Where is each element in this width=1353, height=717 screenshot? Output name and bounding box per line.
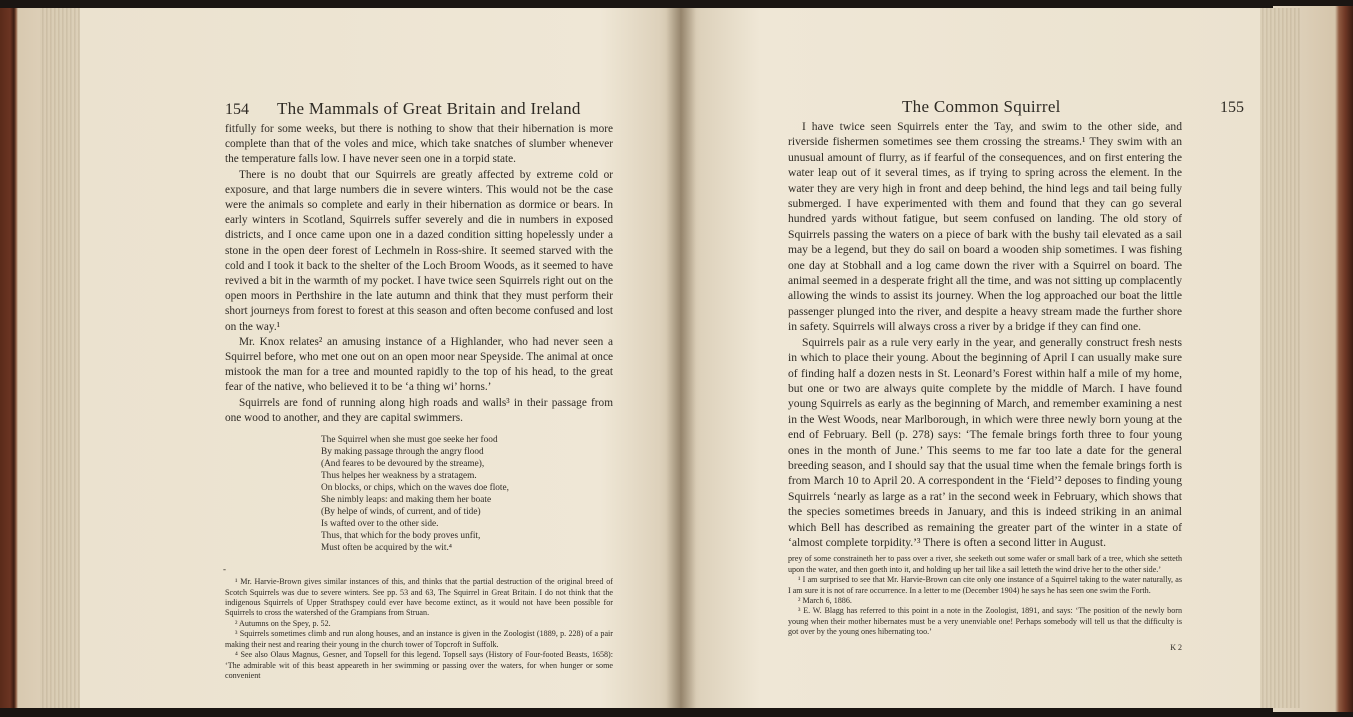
paragraph: Squirrels pair as a rule very early in the year, and generally construct fresh nests in which to place their young. About the beginning of April I can usually make sure of finding half a dozen nests in St. Leonard’s Forest within half a mile of my home, but one or two are always quite complete by the middle of March. I have found young Squirrels as early as the beginning of March, and remember examining a nest in the West Woods, near Marlborough, in which were three newly born young at the end of February. Bell (p. 278) says: ‘The female brings forth three to four young ones in the month of June.’ This seems to me far too late a date for the general breeding season, and I should say that the usual time when the female brings forth is from March 10 to April 20. A correspondent in the ‘Field’² deposes to finding young Squirrels ‘nearly as large as a rat’ in the second week in February, which shows that the species sometimes breeds in January, and this is indeed striking in an animal which Bell has described as remaining the greater part of the winter in a state of ‘almost complete torpidity.’³ There is often a second litter in August. <box>788 335 1182 549</box>
right-page-header <box>902 97 1282 117</box>
left-page-header <box>225 99 605 119</box>
poem-line: Is wafted over to the other side. <box>321 519 439 530</box>
footnote: ² Autumns on the Spey, p. 52. <box>235 618 331 628</box>
poem-line: (And feares to be devoured by the streame), <box>321 459 485 470</box>
right-page <box>680 8 1300 708</box>
poem-line: On blocks, or chips, which on the waves doe flote, <box>321 483 509 494</box>
poem-line: She nimbly leaps: and making them her boate <box>321 495 492 506</box>
poem <box>321 434 613 554</box>
poem-line: The Squirrel when she must goe seeke her food <box>321 435 498 446</box>
left-footnotes <box>225 577 613 681</box>
paragraph: There is no doubt that our Squirrels are greatly affected by extreme cold or exposure, and that large numbers die in severe winters. This would not be the case were the animals so complete and early in their hibernation as dormice or bears. In early winters in Scotland, Squirrels suffer severely and die in numbers in exposed districts, and I once came upon one in a dazed condition sitting hopelessly under a stone in the open deer forest of Lechmeln in Ross-shire. It seemed starved with the cold and I took it back to the shelter of the Loch Broom Woods, as it seemed to have revived a bit in the warmth of my pocket. I have twice seen Squirrels right out on the open moors in Perthshire in the late autumn and think that they must perform their short journeys from forest to forest at this season and often become confused and lost on the way.¹ <box>225 168 613 333</box>
left-page-number: 154 <box>225 101 249 118</box>
poem-line: (By helpe of winds, of current, and of tide) <box>321 507 481 518</box>
paragraph: fitfully for some weeks, but there is nothing to show that their hibernation is more complete than that of the voles and mice, which take snatches of slumber whenever the temperature falls low. I have never seen one in a torpid state. <box>225 123 613 166</box>
footnote: ³ Squirrels sometimes climb and run along houses, and an instance is given in the Zoologist (1889, p. 228) of a pair making their nest and rearing their young in the church tower of Topcroft in Suffolk. <box>225 629 613 649</box>
left-page <box>40 8 680 708</box>
right-running-head: The Common Squirrel <box>902 97 1061 116</box>
paragraph: I have twice seen Squirrels enter the Tay, and swim to the other side, and riverside fishermen sometimes see them crossing the streams.¹ They swim with an unusual amount of flurry, as if fearful of the consequences, and on first entering the water leap out of it several times, as if trying to spring across the element. In the water they are very high in front and deep behind, the hind legs and tail being fully submerged. I have experimented with them and found that they can go several hundred yards without fatigue, but seem confused on landing. The old story of Squirrels passing the waters on a piece of bark with the bushy tail elevated as a sail may be a legend, but they do sail on board a wooden ship sometimes. I was fishing one day at Stobhall and a log came down the river with a Squirrel on board. The animal seemed in a desperate fright all the time, and was not sitting up complacently allowing the winds to assist its journey. When the log approached our boat the little passenger plunged into the river, and despite a heavy stream made the further shore in safety. Squirrels will always cross a river by a bridge if they can find one. <box>788 120 1182 334</box>
book-gutter <box>666 8 696 708</box>
left-body <box>225 122 613 681</box>
footnote: ² March 6, 1886. <box>798 596 852 605</box>
paragraph: Mr. Knox relates² an amusing instance of a Highlander, who had never seen a Squirrel before, who met one out on an open moor near Speyside. The animal at once mistook the man for a tree and mounted rapidly to the top of his head, to the great fear of the native, who believed it to be ‘a thing wi’ horns.’ <box>225 335 613 394</box>
right-body <box>788 119 1182 655</box>
signature-mark: K 2 <box>1170 642 1182 652</box>
footnote: ⁴ See also Olaus Magnus, Gesner, and Topsell for this legend. Topsell says (History of Four-footed Beasts, 1658): ‘The admirable wit of this beast appeareth in her swimming or passing over the waters, for when hunger or some convenient <box>225 650 613 680</box>
page-edges-left <box>40 8 80 708</box>
footnote: ¹ I am surprised to see that Mr. Harvie-Brown can cite only one instance of a Squirrel taking to the water naturally, as I am sure it is not of rare occurrence. In a letter to me (December 1904) he says he has seen one swim the Forth. <box>788 575 1182 595</box>
poem-line: By making passage through the angry flood <box>321 447 484 458</box>
poem-line: Must often be acquired by the wit.⁴ <box>321 543 453 554</box>
footnote: ³ E. W. Blagg has referred to this point in a note in the Zoologist, 1891, and says: ‘The position of the newly born young when their mother hibernates must be a very unenviable one! Perhaps somebody will tell us that the difficulty is got over by the young ones hibernating too.’ <box>788 606 1182 637</box>
poem-line: Thus helpes her weakness by a stratagem. <box>321 471 477 482</box>
footnote: prey of some constraineth her to pass over a river, she seeketh out some wafer or small bark of a tree, which she setteth upon the water, and then goeth into it, and holding up her tail like a sail letteth the wind drive her to the other side.’ <box>788 554 1182 574</box>
poem-line: Thus, that which for the body proves unfit, <box>321 531 481 542</box>
right-footnotes <box>788 554 1182 637</box>
right-page-number: 155 <box>1220 99 1244 116</box>
footnote: ¹ Mr. Harvie-Brown gives similar instances of this, and thinks that the partial destruction of the original breed of Scotch Squirrels was due to severe winters. See pp. 53 and 63, The Squirrel in Great Britain. I do not think that the indigenous Squirrels of Upper Strathspey could ever have become extinct, as it would not have been possible for Squirrels to cross the watershed of the Grampians from Struan. <box>225 577 613 618</box>
paragraph: Squirrels are fond of running along high roads and walls³ in their passage from one wood to another, and they are capital swimmers. <box>225 396 613 424</box>
left-running-head: The Mammals of Great Britain and Ireland <box>277 99 581 118</box>
poem-mark: - <box>223 564 226 575</box>
